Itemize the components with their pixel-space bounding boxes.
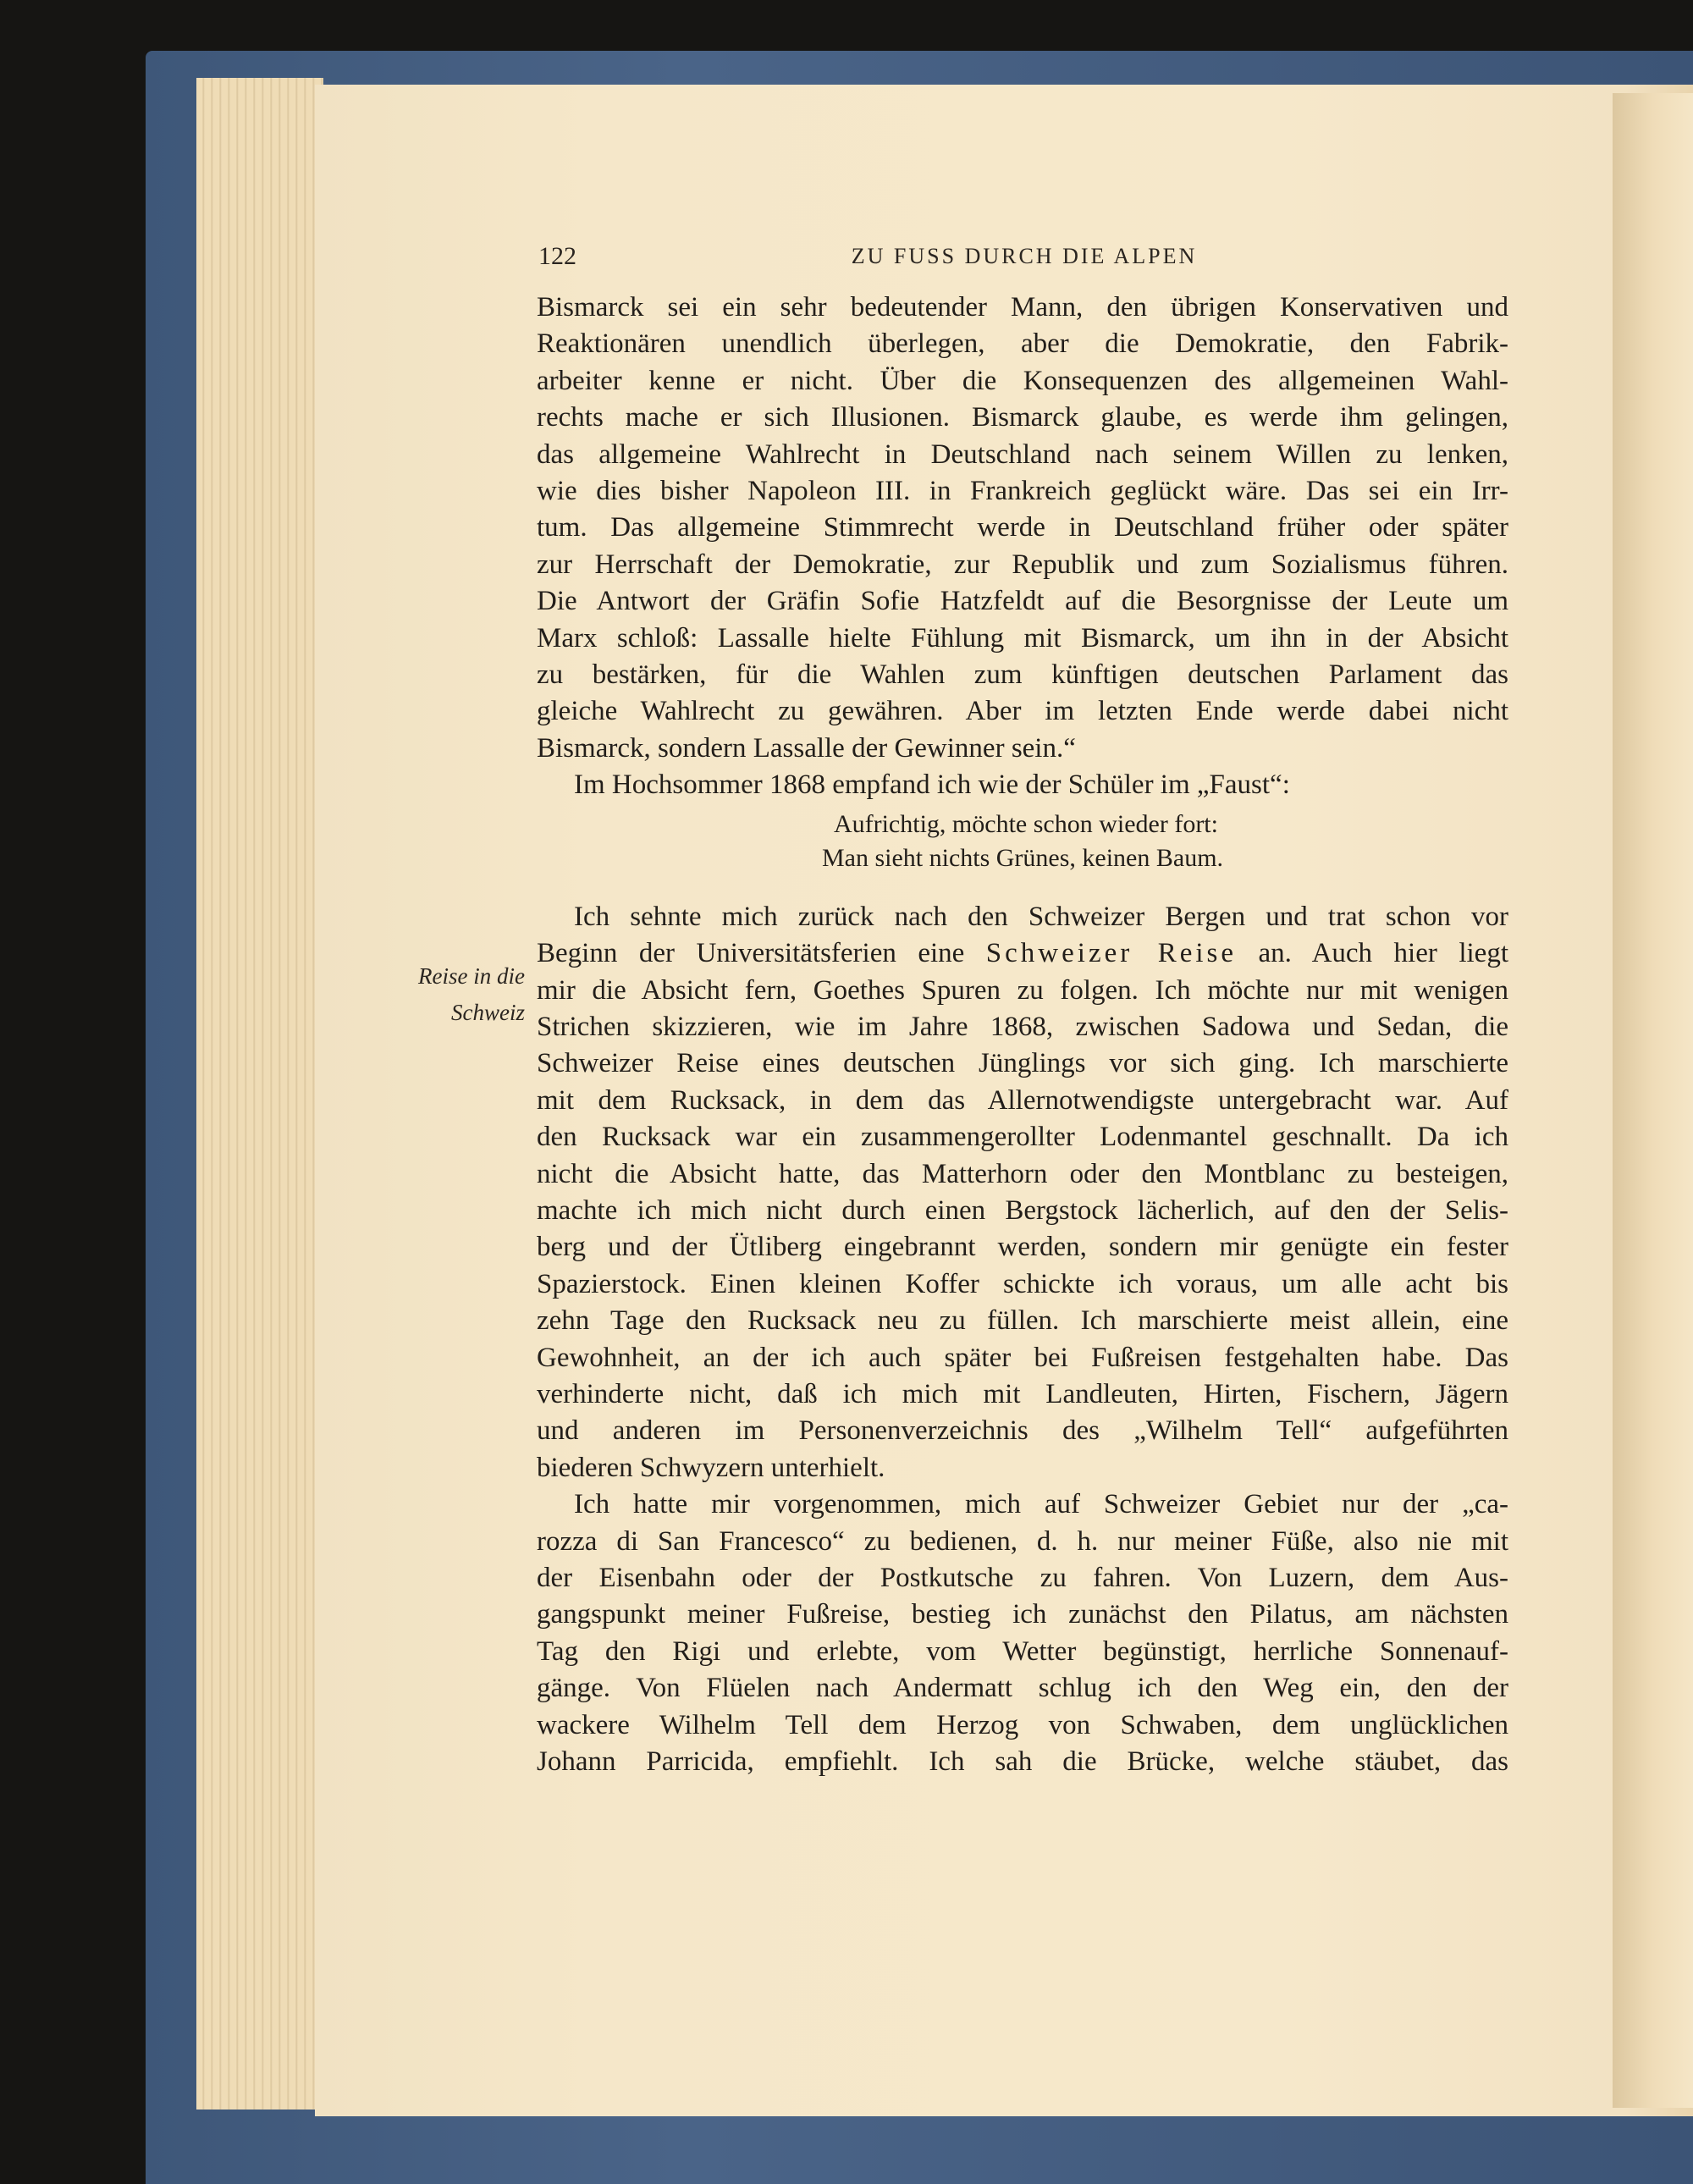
verse-quote <box>537 808 1508 875</box>
text-line: Ich hatte mir vorgenommen, mich auf Schweizer Gebiet nur der „ca- <box>574 1489 1508 1520</box>
text-line: gänge. Von Flüelen nach Andermatt schlug ich den Weg ein, den der <box>537 1673 1508 1704</box>
facing-page-edge <box>1613 93 1693 2108</box>
margin-note-line: Schweiz <box>451 1000 525 1025</box>
emphasized-text: Schweizer Reise <box>985 938 1238 969</box>
running-header <box>538 242 1510 276</box>
text-line: Bismarck, sondern Lassalle der Gewinner sein.“ <box>537 732 1076 764</box>
text-line: den Rucksack war ein zusammengerollter Lodenmantel geschnallt. Da ich <box>537 1122 1508 1153</box>
text-line: mir die Absicht fern, Goethes Spuren zu folgen. Ich möchte nur mit wenigen <box>537 974 1508 1006</box>
text-line: Schweizer Reise eines deutschen Jünglings vor sich ging. Ich marschierte <box>537 1048 1508 1079</box>
text-line: rozza di San Francesco“ zu bedienen, d. h. nur meiner Füße, also nie mit <box>537 1525 1508 1557</box>
text-line: der Eisenbahn oder der Postkutsche zu fahren. Von Luzern, dem Aus- <box>537 1563 1508 1593</box>
text-line: Gewohnheit, an der ich auch später bei Fußreisen festgehalten habe. Das <box>537 1342 1508 1373</box>
text-line: rechts mache er sich Illusionen. Bismarck glaube, es werde ihm gelingen, <box>537 402 1508 433</box>
text-line: mit dem Rucksack, in dem das Allernotwendigste untergebracht war. Auf <box>537 1084 1508 1116</box>
text-line: nicht die Absicht hatte, das Matterhorn oder den Montblanc zu besteigen, <box>537 1158 1508 1189</box>
paragraph <box>537 767 1508 803</box>
verse-line: Man sieht nichts Grünes, keinen Baum. <box>821 843 1224 872</box>
text-line: Tag den Rigi und erlebte, vom Wetter begünstigt, herrliche Sonnenauf- <box>537 1635 1508 1667</box>
text-line: Ich sehnte mich zurück nach den Schweizer Bergen und trat schon vor <box>574 901 1508 932</box>
text-line: Johann Parricida, empfiehlt. Ich sah die Brücke, welche stäubet, das <box>537 1746 1508 1778</box>
text-line: zu bestärken, für die Wahlen zum künftigen deutschen Parlament das <box>537 659 1508 691</box>
text-line: Strichen skizzieren, wie im Jahre 1868, zwischen Sadowa und Sedan, die <box>537 1011 1508 1042</box>
paragraph <box>537 1486 1508 1780</box>
margin-note <box>356 958 525 1031</box>
page-number: 122 <box>538 242 576 270</box>
margin-note-line: Reise in die <box>418 963 525 989</box>
paragraph <box>537 290 1508 767</box>
text-line: gleiche Wahlrecht zu gewähren. Aber im letzten Ende werde dabei nicht <box>537 696 1508 727</box>
text-line: machte ich mich nicht durch einen Bergstock lächerlich, auf den der Selis- <box>537 1194 1508 1226</box>
text-line: zehn Tage den Rucksack neu zu füllen. Ich marschierte meist allein, eine <box>537 1305 1508 1337</box>
text-line: Im Hochsommer 1868 empfand ich wie der Schüler im „Faust“: <box>574 769 1290 801</box>
text-line: Die Antwort der Gräfin Sofie Hatzfeldt auf die Besorgnisse der Leute um <box>537 586 1508 617</box>
text-line: Bismarck sei ein sehr bedeutender Mann, den übrigen Konservativen und <box>537 292 1508 323</box>
verse-line: Aufrichtig, möchte schon wieder fort: <box>833 809 1218 838</box>
text-line: und anderen im Personenverzeichnis des „Wilhelm Tell“ aufgeführten <box>537 1415 1508 1447</box>
text-line: Spazierstock. Einen kleinen Koffer schickte ich voraus, um alle acht bis <box>537 1268 1508 1299</box>
text-line: zur Herrschaft der Demokratie, zur Republik und zum Sozialismus führen. <box>537 549 1508 580</box>
text-line: Marx schloß: Lassalle hielte Fühlung mit Bismarck, um ihn in der Absicht <box>537 622 1508 654</box>
text-line: verhinderte nicht, daß ich mich mit Landleuten, Hirten, Fischern, Jägern <box>537 1378 1508 1409</box>
text-line: berg und der Ütliberg eingebrannt werden, sondern mir genügte ein fester <box>537 1232 1508 1263</box>
text-fragment: an. Auch hier liegt <box>1237 938 1508 969</box>
text-line: arbeiter kenne er nicht. Über die Konsequenzen des allgemeinen Wahl- <box>537 365 1508 396</box>
text-line: tum. Das allgemeine Stimmrecht werde in Deutschland früher oder später <box>537 512 1508 543</box>
text-fragment: Beginn der Universitätsferien eine <box>537 938 986 969</box>
text-line <box>537 935 1508 972</box>
body-text <box>537 290 1508 1780</box>
paragraph <box>537 899 1508 1487</box>
text-line: Reaktionären unendlich überlegen, aber die Demokratie, den Fabrik- <box>537 328 1508 360</box>
text-line: das allgemeine Wahlrecht in Deutschland nach seinem Willen zu lenken, <box>537 438 1508 470</box>
text-line: gangspunkt meiner Fußreise, bestieg ich zunächst den Pilatus, am nächsten <box>537 1599 1508 1630</box>
text-line: wie dies bisher Napoleon III. in Frankreich geglückt wäre. Das sei ein Irr- <box>537 476 1508 507</box>
text-line: biederen Schwyzern unterhielt. <box>537 1452 885 1483</box>
page-edges <box>196 78 323 2110</box>
running-title: ZU FUSS DURCH DIE ALPEN <box>851 244 1198 268</box>
text-line: wackere Wilhelm Tell dem Herzog von Schwaben, dem unglücklichen <box>537 1709 1508 1740</box>
